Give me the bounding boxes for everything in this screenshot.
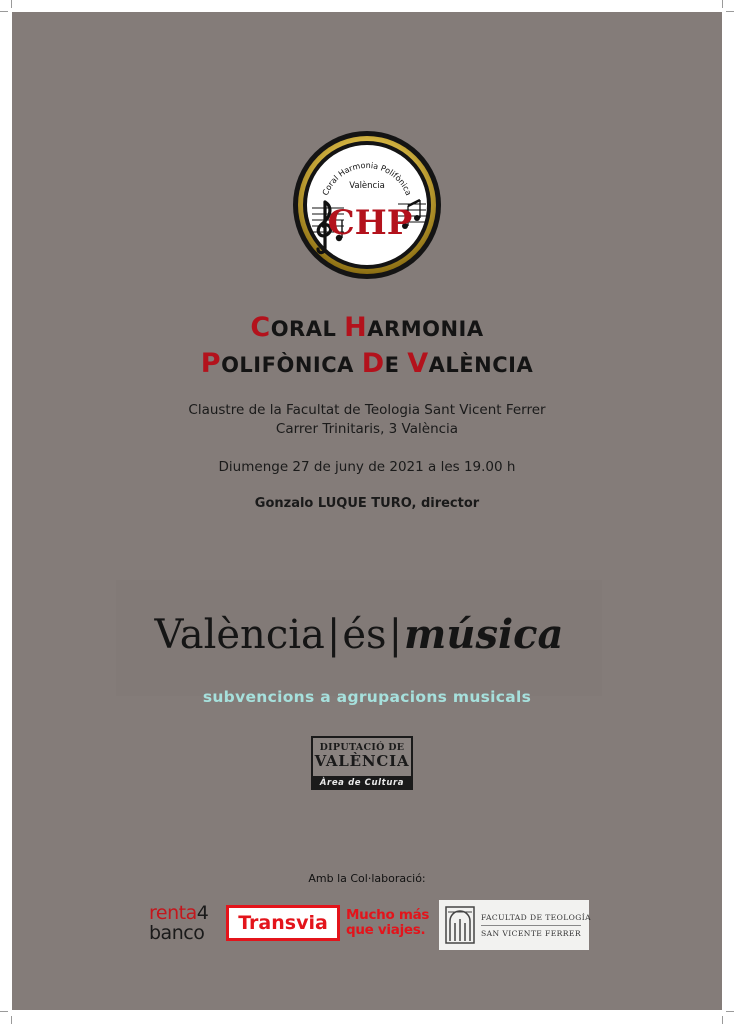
banner-word-es: és <box>342 612 387 658</box>
venue-line-1: Claustre de la Facultat de Teologia Sant Vicent Ferrer <box>188 402 546 418</box>
banner-subtitle: subvencions a agrupacions musicals <box>202 688 532 706</box>
collaboration-label: Amb la Col·laboració: <box>308 872 426 885</box>
cloister-arch-icon <box>445 905 475 945</box>
title-initial: D <box>361 348 385 379</box>
title-line-1 <box>12 311 722 348</box>
crop-mark <box>726 1011 734 1012</box>
transvia-logo: Transvia <box>226 905 340 941</box>
title-word: OLIFÒNICA <box>221 353 362 377</box>
crop-mark <box>0 1011 8 1012</box>
transvia-slogan <box>346 908 442 938</box>
director: Gonzalo LUQUE TURO, director <box>254 496 480 511</box>
crop-mark <box>11 1016 12 1024</box>
title-word: ORAL <box>270 317 345 341</box>
title-initial: H <box>344 312 368 343</box>
renta4-number: 4 <box>196 902 209 924</box>
logo-arc-text: Coral Harmonia Polifònica <box>320 160 414 197</box>
diputacio-logo <box>311 736 413 790</box>
renta4-logo <box>149 903 213 947</box>
diputacio-line-1: DIPUTACIÓ DE <box>319 742 405 753</box>
facultad-divider <box>481 925 581 926</box>
valencia-es-musica-banner <box>116 580 602 696</box>
title-word: ARMONIA <box>367 317 484 341</box>
crop-mark <box>0 11 8 12</box>
event-date: Diumenge 27 de juny de 2021 a les 19.00 h <box>218 459 516 475</box>
logo-monogram: CHP <box>327 203 413 243</box>
venue-line-2: Carrer Trinitaris, 3 València <box>275 421 459 437</box>
logo-city: València <box>349 181 385 191</box>
banner-separator: | <box>388 612 403 658</box>
crop-mark <box>726 11 734 12</box>
transvia-slogan-line-1: Mucho más <box>346 907 430 923</box>
crop-mark <box>722 0 723 8</box>
renta4-word: renta <box>149 902 197 924</box>
banner-wordmark <box>116 610 602 660</box>
transvia-slogan-line-2: que viajes. <box>346 922 426 938</box>
diputacio-line-3: Àrea de Cultura <box>311 776 413 790</box>
diputacio-line-2: VALÈNCIA <box>314 752 410 770</box>
title-initial: C <box>250 312 271 343</box>
title-word: E <box>384 353 408 377</box>
title-initial: P <box>200 348 222 379</box>
crop-mark <box>11 0 12 8</box>
facultad-line-1: FACULTAD DE TEOLOGÍA <box>481 913 592 922</box>
title-line-2 <box>12 347 722 384</box>
banner-separator: | <box>326 612 341 658</box>
banner-word-valencia: València <box>154 612 325 658</box>
choir-logo <box>292 130 442 280</box>
title-initial: V <box>407 348 429 379</box>
poster <box>12 12 722 1010</box>
crop-mark <box>722 1016 723 1024</box>
facultad-teologia-logo <box>439 900 592 950</box>
title-word: ALÈNCIA <box>428 353 534 377</box>
banner-word-musica: música <box>404 611 564 658</box>
renta4-banco: banco <box>149 922 205 944</box>
facultad-line-2: SAN VICENTE FERRER <box>481 929 581 938</box>
